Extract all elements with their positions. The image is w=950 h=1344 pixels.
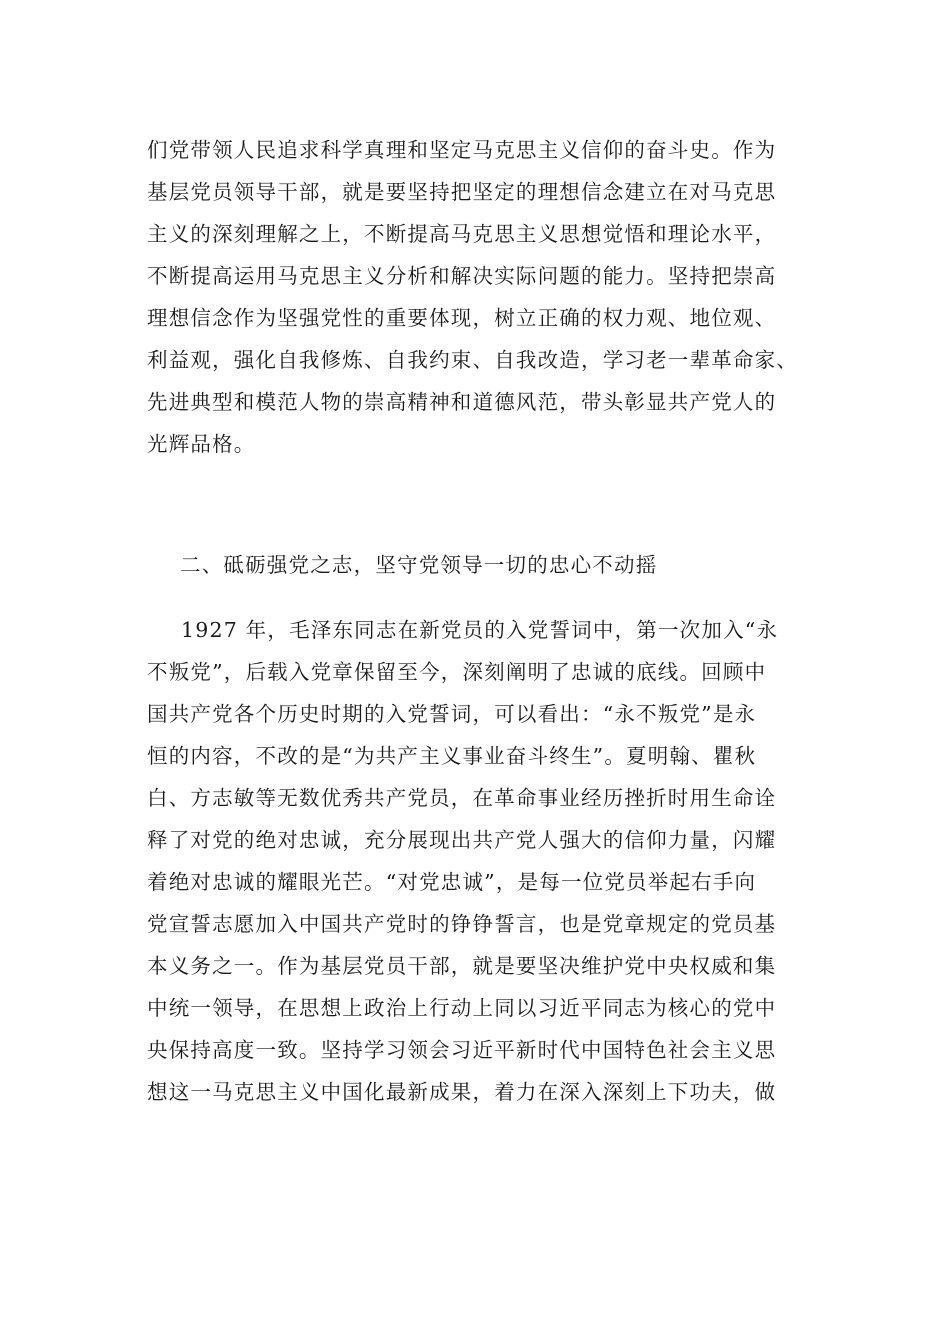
paragraph-line: 释了对党的绝对忠诚，充分展现出共产党人强大的信仰力量，闪耀 bbox=[147, 828, 777, 852]
paragraph-line: 本义务之一。作为基层党员干部，就是要坚决维护党中央权威和集 bbox=[147, 954, 777, 978]
paragraph-line: 们党带领人民追求科学真理和坚定马克思主义信仰的奋斗史。作为 bbox=[147, 138, 777, 162]
paragraph-line: 基层党员领导干部，就是要坚持把坚定的理想信念建立在对马克思 bbox=[147, 180, 777, 204]
section-heading: 二、砥砺强党之志，坚守党领导一切的忠心不动摇 bbox=[180, 553, 658, 577]
paragraph-line: 国共产党各个历史时期的入党誓词，可以看出：“永不叛党”是永 bbox=[147, 702, 757, 726]
paragraph-line: 利益观，强化自我修炼、自我约束、自我改造，学习老一辈革命家、 bbox=[147, 348, 798, 372]
paragraph-line: 光辉品格。 bbox=[147, 432, 256, 456]
paragraph-line: 不叛党”，后载入党章保留至今，深刻阐明了忠诚的底线。回顾中 bbox=[147, 660, 767, 684]
paragraph-line: 想这一马克思主义中国化最新成果，着力在深入深刻上下功夫，做 bbox=[147, 1080, 777, 1104]
paragraph-line: 着绝对忠诚的耀眼光芒。“对党忠诚”，是每一位党员举起右手向 bbox=[147, 870, 757, 894]
paragraph-line: 理想信念作为坚强党性的重要体现，树立正确的权力观、地位观、 bbox=[147, 306, 777, 330]
paragraph-line: 1927 年，毛泽东同志在新党员的入党誓词中，第一次加入“永 bbox=[181, 618, 779, 642]
paragraph bbox=[147, 609, 803, 1113]
paragraph-line: 恒的内容，不改的是“为共产主义事业奋斗终生”。夏明翰、瞿秋 bbox=[147, 744, 757, 768]
paragraph bbox=[147, 129, 803, 465]
paragraph-line: 党宣誓志愿加入中国共产党时的铮铮誓言，也是党章规定的党员基 bbox=[147, 912, 777, 936]
paragraph-line: 白、方志敏等无数优秀共产党员，在革命事业经历挫折时用生命诠 bbox=[147, 786, 777, 810]
paragraph-line: 中统一领导，在思想上政治上行动上同以习近平同志为核心的党中 bbox=[147, 996, 777, 1020]
paragraph-line: 央保持高度一致。坚持学习领会习近平新时代中国特色社会主义思 bbox=[147, 1038, 777, 1062]
paragraph-line: 主义的深刻理解之上，不断提高马克思主义思想觉悟和理论水平， bbox=[147, 222, 777, 246]
paragraph-line: 先进典型和模范人物的崇高精神和道德风范，带头彰显共产党人的 bbox=[147, 390, 777, 414]
paragraph-line: 不断提高运用马克思主义分析和解决实际问题的能力。坚持把崇高 bbox=[147, 264, 777, 288]
